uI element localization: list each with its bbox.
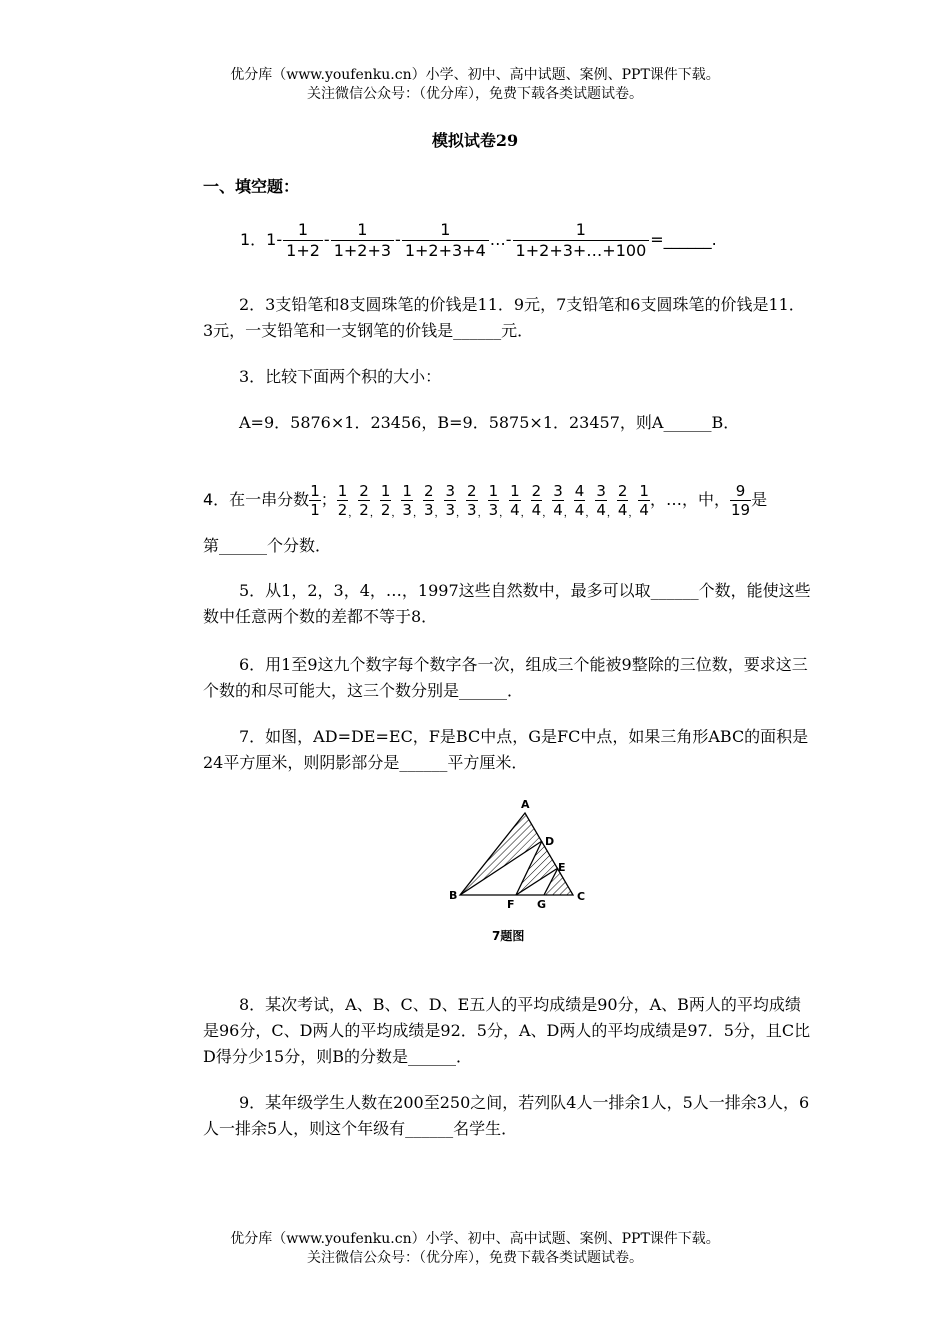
- label-d: D: [545, 835, 555, 848]
- q1-fraction-2: $\frac{1}{1+2+3}$: [331, 220, 394, 261]
- q1-fraction-1: $\frac{1}{1+2}$: [283, 220, 323, 261]
- section-heading: 一、填空题：: [203, 177, 300, 196]
- q4-target-fraction: $\frac{9}{19}$: [730, 482, 751, 519]
- q4-fraction: $\frac{1}{1}$: [310, 482, 320, 519]
- header-line-1: 优分库（www.youfenku.cn）小学、初中、高中试题、案例、PPT课件下载。: [230, 67, 720, 83]
- question-3-intro: 3．比较下面两个积的大小：: [239, 367, 442, 386]
- question-8: 8．某次考试，A、B、C、D、E五人的平均成绩是90分，A、B两人的平均成绩是96分，C、D两人的平均成绩是92．5分，A、D两人的平均成绩是97．5分，且C比D得分少15分，则B的分数是______．: [203, 995, 811, 1066]
- label-b: B: [449, 889, 458, 902]
- q4-fraction: $\frac{1}{3}$: [402, 482, 412, 519]
- q1-dots: …-: [489, 230, 512, 249]
- question-1: 1．1- $\frac{1}{1+2}$ - $\frac{1}{1+2+3}$ - $\frac{1}{1+2+3+4}$ …- $\frac{1}{1+2+3+\dots+100}$ =______.: [240, 220, 717, 260]
- q1-fraction-3: $\frac{1}{1+2+3+4}$: [402, 220, 489, 261]
- page-header: [0, 66, 950, 104]
- question-4: [203, 482, 767, 519]
- q1-lead: 1．1-: [240, 230, 283, 249]
- q4-tail: 是: [751, 490, 768, 509]
- q4-fraction: $\frac{2}{3}$: [467, 482, 477, 519]
- q1-tail: =______.: [650, 230, 717, 249]
- label-e: E: [558, 861, 566, 874]
- q4-fraction: $\frac{2}{3}$: [423, 482, 434, 519]
- figure-caption: 7题图: [492, 929, 525, 943]
- q4-fraction: $\frac{1}{2}$: [380, 482, 391, 519]
- label-c: C: [577, 890, 586, 903]
- q4-fraction: $\frac{4}{4}$: [574, 482, 585, 519]
- q4-fraction: $\frac{2}{4}$: [617, 482, 628, 519]
- q4-fraction: $\frac{1}{4}$: [510, 482, 520, 519]
- q4-fraction-sequence: $\frac{1}{1}$ ； $\frac{1}{2}$ ， $\frac{2}{2}$ ， $\frac{1}{2}$ ， $\frac{1}{3}$ ， $\frac{2}{3}$ ， $\frac{3}{3}$ ， $\frac{2}{3}$ ， $\frac{1}{3}$ ， $\frac{1}{4}$ ， $\frac{2}{4}$ ， $\frac{3}{4}$ ， $\frac{4}{4}$ ， $\frac{3}{4}$ ， $\frac{2}{4}$ ， $\frac{1}{4}$: [310, 482, 649, 519]
- q4-fraction: $\frac{3}{4}$: [596, 482, 606, 519]
- q4-fraction: $\frac{2}{2}$: [359, 482, 369, 519]
- q4-fraction: $\frac{1}{2}$: [337, 482, 348, 519]
- q4-fraction: $\frac{3}{3}$: [445, 482, 456, 519]
- q4-fraction: $\frac{1}{4}$: [639, 482, 649, 519]
- q4-fraction: $\frac{1}{3}$: [488, 482, 499, 519]
- q4-lead: 4．在一串分数: [203, 490, 310, 509]
- footer-line-1: 优分库（www.youfenku.cn）小学、初中、高中试题、案例、PPT课件下载。: [230, 1231, 720, 1247]
- q4-fraction: $\frac{2}{4}$: [531, 482, 542, 519]
- question-4-line-2: 第______个分数．: [203, 536, 332, 555]
- question-7: 7．如图，AD=DE=EC，F是BC中点，G是FC中点，如果三角形ABC的面积是24平方厘米，则阴影部分是______平方厘米．: [203, 727, 809, 772]
- question-5: 5．从1，2，3，4，…，1997这些自然数中，最多可以取______个数，能使这些数中任意两个数的差都不等于8．: [203, 581, 811, 626]
- label-a: A: [521, 798, 530, 811]
- label-f: F: [507, 898, 515, 911]
- question-6: 6．用1至9这九个数字每个数字各一次，组成三个能被9整除的三位数，要求这三个数的和尽可能大，这三个数分别是______．: [203, 655, 808, 700]
- question-3-body: A=9．5876×1．23456，B=9．5875×1．23457，则A______B．: [239, 413, 740, 432]
- page-footer: [0, 1230, 950, 1268]
- header-line-2: 关注微信公众号：（优分库），免费下载各类试题试卷。: [307, 86, 643, 102]
- q1-fraction-4: $\frac{1}{1+2+3+\dots+100}$: [513, 220, 650, 261]
- triangle-figure: [440, 795, 590, 945]
- label-g: G: [537, 898, 547, 911]
- q4-fraction: $\frac{3}{4}$: [553, 482, 563, 519]
- q4-separator: ；: [320, 490, 337, 509]
- page-title: 模拟试卷29: [431, 131, 519, 150]
- question-9: 9．某年级学生人数在200至250之间，若列队4人一排余1人，5人一排余3人，6人一排余5人，则这个年级有______名学生．: [203, 1093, 810, 1138]
- q4-dots: ，…，中，: [649, 490, 730, 509]
- question-2: 2．3支铅笔和8支圆珠笔的价钱是11．9元，7支铅笔和6支圆珠笔的价钱是11．3元，一支铅笔和一支钢笔的价钱是______元．: [203, 295, 805, 340]
- footer-line-2: 关注微信公众号：（优分库），免费下载各类试题试卷。: [307, 1250, 643, 1266]
